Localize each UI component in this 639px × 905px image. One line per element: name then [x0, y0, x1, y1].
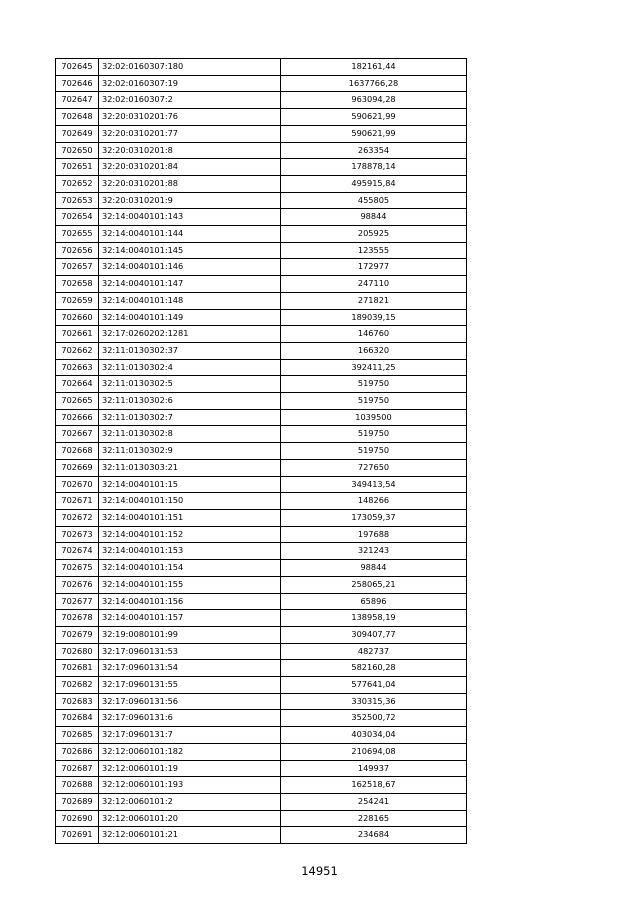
table-row	[56, 159, 467, 176]
row-id-cell: 702652	[56, 175, 99, 192]
row-id-cell: 702679	[56, 626, 99, 643]
row-id-cell: 702655	[56, 226, 99, 243]
cadastral-number-cell: 32:14:0040101:149	[99, 309, 281, 326]
row-id-cell: 702680	[56, 643, 99, 660]
row-id-cell: 702686	[56, 743, 99, 760]
value-cell: 403034,04	[281, 727, 467, 744]
value-cell: 146760	[281, 326, 467, 343]
value-cell: 123555	[281, 242, 467, 259]
row-id-cell: 702654	[56, 209, 99, 226]
row-id-cell: 702660	[56, 309, 99, 326]
cadastral-number-cell: 32:14:0040101:157	[99, 610, 281, 627]
value-cell: 271821	[281, 292, 467, 309]
table-row	[56, 509, 467, 526]
cadastral-number-cell: 32:14:0040101:147	[99, 276, 281, 293]
value-cell: 173059,37	[281, 509, 467, 526]
cadastral-number-cell: 32:17:0960131:6	[99, 710, 281, 727]
row-id-cell: 702681	[56, 660, 99, 677]
cadastral-number-cell: 32:20:0310201:84	[99, 159, 281, 176]
value-cell: 590621,99	[281, 109, 467, 126]
row-id-cell: 702656	[56, 242, 99, 259]
records-table	[55, 58, 467, 844]
row-id-cell: 702659	[56, 292, 99, 309]
table-row	[56, 493, 467, 510]
table-row	[56, 393, 467, 410]
cadastral-number-cell: 32:17:0960131:55	[99, 677, 281, 694]
value-cell: 349413,54	[281, 476, 467, 493]
table-row	[56, 209, 467, 226]
table-row	[56, 526, 467, 543]
value-cell: 189039,15	[281, 309, 467, 326]
value-cell: 138958,19	[281, 610, 467, 627]
value-cell: 172977	[281, 259, 467, 276]
table-row	[56, 677, 467, 694]
table-row	[56, 593, 467, 610]
row-id-cell: 702650	[56, 142, 99, 159]
row-id-cell: 702653	[56, 192, 99, 209]
value-cell: 519750	[281, 376, 467, 393]
cadastral-number-cell: 32:14:0040101:155	[99, 576, 281, 593]
cadastral-number-cell: 32:11:0130302:7	[99, 409, 281, 426]
cadastral-number-cell: 32:11:0130302:37	[99, 342, 281, 359]
value-cell: 352500,72	[281, 710, 467, 727]
cadastral-number-cell: 32:20:0310201:88	[99, 175, 281, 192]
row-id-cell: 702667	[56, 426, 99, 443]
value-cell: 495915,84	[281, 175, 467, 192]
row-id-cell: 702676	[56, 576, 99, 593]
table-row	[56, 560, 467, 577]
cadastral-number-cell: 32:12:0060101:19	[99, 760, 281, 777]
table-row	[56, 75, 467, 92]
row-id-cell: 702664	[56, 376, 99, 393]
table-row	[56, 576, 467, 593]
table-row	[56, 226, 467, 243]
value-cell: 197688	[281, 526, 467, 543]
table-row	[56, 276, 467, 293]
table-row	[56, 727, 467, 744]
value-cell: 519750	[281, 426, 467, 443]
row-id-cell: 702647	[56, 92, 99, 109]
value-cell: 247110	[281, 276, 467, 293]
row-id-cell: 702645	[56, 59, 99, 76]
table-row	[56, 125, 467, 142]
cadastral-number-cell: 32:14:0040101:146	[99, 259, 281, 276]
cadastral-number-cell: 32:11:0130302:8	[99, 426, 281, 443]
row-id-cell: 702658	[56, 276, 99, 293]
value-cell: 1637766,28	[281, 75, 467, 92]
cadastral-number-cell: 32:12:0060101:182	[99, 743, 281, 760]
records-table-body	[56, 59, 467, 844]
cadastral-number-cell: 32:02:0160307:19	[99, 75, 281, 92]
value-cell: 263354	[281, 142, 467, 159]
value-cell: 162518,67	[281, 777, 467, 794]
value-cell: 210694,08	[281, 743, 467, 760]
cadastral-number-cell: 32:14:0040101:153	[99, 543, 281, 560]
row-id-cell: 702670	[56, 476, 99, 493]
row-id-cell: 702663	[56, 359, 99, 376]
table-row	[56, 443, 467, 460]
value-cell: 590621,99	[281, 125, 467, 142]
value-cell: 330315,36	[281, 693, 467, 710]
cadastral-number-cell: 32:14:0040101:150	[99, 493, 281, 510]
cadastral-number-cell: 32:11:0130302:4	[99, 359, 281, 376]
row-id-cell: 702688	[56, 777, 99, 794]
table-row	[56, 359, 467, 376]
table-row	[56, 643, 467, 660]
table-row	[56, 342, 467, 359]
cadastral-number-cell: 32:20:0310201:9	[99, 192, 281, 209]
row-id-cell: 702665	[56, 393, 99, 410]
table-row	[56, 309, 467, 326]
value-cell: 182161,44	[281, 59, 467, 76]
table-row	[56, 626, 467, 643]
table-row	[56, 192, 467, 209]
cadastral-number-cell: 32:17:0960131:56	[99, 693, 281, 710]
table-row	[56, 326, 467, 343]
row-id-cell: 702677	[56, 593, 99, 610]
cadastral-number-cell: 32:12:0060101:2	[99, 793, 281, 810]
table-row	[56, 660, 467, 677]
cadastral-number-cell: 32:11:0130302:5	[99, 376, 281, 393]
value-cell: 234684	[281, 827, 467, 844]
row-id-cell: 702684	[56, 710, 99, 727]
cadastral-number-cell: 32:17:0260202:1281	[99, 326, 281, 343]
row-id-cell: 702685	[56, 727, 99, 744]
cadastral-number-cell: 32:11:0130302:9	[99, 443, 281, 460]
cadastral-number-cell: 32:12:0060101:21	[99, 827, 281, 844]
table-row	[56, 743, 467, 760]
row-id-cell: 702682	[56, 677, 99, 694]
row-id-cell: 702690	[56, 810, 99, 827]
row-id-cell: 702649	[56, 125, 99, 142]
value-cell: 1039500	[281, 409, 467, 426]
row-id-cell: 702646	[56, 75, 99, 92]
cadastral-number-cell: 32:14:0040101:15	[99, 476, 281, 493]
value-cell: 455805	[281, 192, 467, 209]
row-id-cell: 702657	[56, 259, 99, 276]
cadastral-number-cell: 32:14:0040101:145	[99, 242, 281, 259]
table-row	[56, 793, 467, 810]
value-cell: 519750	[281, 443, 467, 460]
page-number: 14951	[301, 864, 338, 878]
row-id-cell: 702689	[56, 793, 99, 810]
cadastral-number-cell: 32:14:0040101:148	[99, 292, 281, 309]
value-cell: 258065,21	[281, 576, 467, 593]
value-cell: 392411,25	[281, 359, 467, 376]
row-id-cell: 702668	[56, 443, 99, 460]
cadastral-number-cell: 32:02:0160307:2	[99, 92, 281, 109]
value-cell: 309407,77	[281, 626, 467, 643]
row-id-cell: 702666	[56, 409, 99, 426]
value-cell: 205925	[281, 226, 467, 243]
row-id-cell: 702683	[56, 693, 99, 710]
value-cell: 577641,04	[281, 677, 467, 694]
table-row	[56, 827, 467, 844]
table-row	[56, 409, 467, 426]
cadastral-number-cell: 32:12:0060101:193	[99, 777, 281, 794]
table-row	[56, 459, 467, 476]
table-row	[56, 760, 467, 777]
cadastral-number-cell: 32:12:0060101:20	[99, 810, 281, 827]
cadastral-number-cell: 32:14:0040101:152	[99, 526, 281, 543]
row-id-cell: 702687	[56, 760, 99, 777]
cadastral-number-cell: 32:17:0960131:7	[99, 727, 281, 744]
cadastral-number-cell: 32:17:0960131:54	[99, 660, 281, 677]
cadastral-number-cell: 32:14:0040101:144	[99, 226, 281, 243]
value-cell: 228165	[281, 810, 467, 827]
value-cell: 482737	[281, 643, 467, 660]
row-id-cell: 702672	[56, 509, 99, 526]
row-id-cell: 702691	[56, 827, 99, 844]
row-id-cell: 702678	[56, 610, 99, 627]
table-row	[56, 376, 467, 393]
value-cell: 254241	[281, 793, 467, 810]
table-row	[56, 426, 467, 443]
table-row	[56, 710, 467, 727]
table-row	[56, 92, 467, 109]
table-row	[56, 59, 467, 76]
value-cell: 963094,28	[281, 92, 467, 109]
cadastral-number-cell: 32:20:0310201:77	[99, 125, 281, 142]
cadastral-number-cell: 32:19:0080101:99	[99, 626, 281, 643]
value-cell: 166320	[281, 342, 467, 359]
value-cell: 582160,28	[281, 660, 467, 677]
value-cell: 519750	[281, 393, 467, 410]
table-row	[56, 810, 467, 827]
row-id-cell: 702661	[56, 326, 99, 343]
row-id-cell: 702671	[56, 493, 99, 510]
cadastral-number-cell: 32:11:0130303:21	[99, 459, 281, 476]
cadastral-number-cell: 32:02:0160307:180	[99, 59, 281, 76]
value-cell: 727650	[281, 459, 467, 476]
row-id-cell: 702669	[56, 459, 99, 476]
value-cell: 65896	[281, 593, 467, 610]
cadastral-number-cell: 32:17:0960131:53	[99, 643, 281, 660]
value-cell: 98844	[281, 209, 467, 226]
cadastral-number-cell: 32:14:0040101:156	[99, 593, 281, 610]
table-row	[56, 292, 467, 309]
cadastral-number-cell: 32:11:0130302:6	[99, 393, 281, 410]
table-row	[56, 610, 467, 627]
cadastral-number-cell: 32:20:0310201:76	[99, 109, 281, 126]
value-cell: 321243	[281, 543, 467, 560]
row-id-cell: 702674	[56, 543, 99, 560]
table-row	[56, 175, 467, 192]
value-cell: 98844	[281, 560, 467, 577]
row-id-cell: 702662	[56, 342, 99, 359]
table-row	[56, 543, 467, 560]
table-row	[56, 259, 467, 276]
row-id-cell: 702675	[56, 560, 99, 577]
cadastral-number-cell: 32:14:0040101:143	[99, 209, 281, 226]
row-id-cell: 702651	[56, 159, 99, 176]
cadastral-number-cell: 32:14:0040101:154	[99, 560, 281, 577]
table-row	[56, 476, 467, 493]
row-id-cell: 702648	[56, 109, 99, 126]
table-row	[56, 109, 467, 126]
value-cell: 178878,14	[281, 159, 467, 176]
value-cell: 149937	[281, 760, 467, 777]
table-row	[56, 242, 467, 259]
cadastral-number-cell: 32:14:0040101:151	[99, 509, 281, 526]
table-row	[56, 777, 467, 794]
cadastral-number-cell: 32:20:0310201:8	[99, 142, 281, 159]
value-cell: 148266	[281, 493, 467, 510]
table-row	[56, 693, 467, 710]
row-id-cell: 702673	[56, 526, 99, 543]
table-row	[56, 142, 467, 159]
